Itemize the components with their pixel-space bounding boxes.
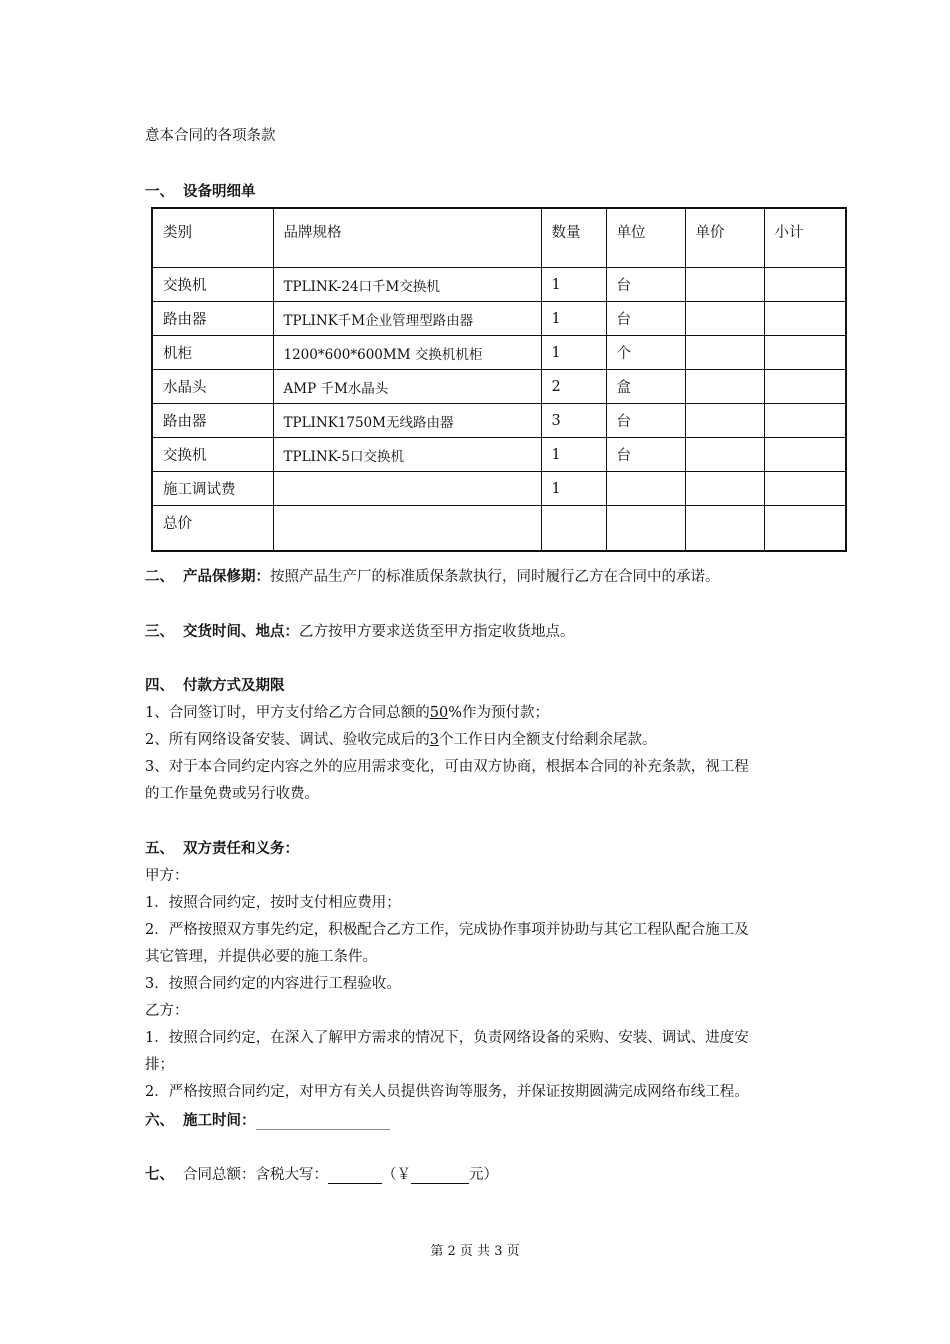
cell-unit: 盒: [606, 370, 685, 404]
section-4-title: 付款方式及期限: [183, 677, 285, 694]
cell-subtotal: [764, 438, 846, 472]
section-5-heading: [145, 837, 299, 858]
party-a-item-2-line-1: 2．严格按照双方事先约定，积极配合乙方工作，完成协作事项并协助与其它工程队配合施工及: [145, 922, 749, 938]
payment-item-1-tail: %作为预付款；: [448, 705, 549, 721]
cell-unit-price: [685, 472, 764, 506]
section-3-text: 乙方按甲方要求送货至甲方指定收货地点。: [299, 624, 575, 640]
party-b-item-1-line-2: 排；: [145, 1057, 174, 1073]
section-3: [145, 620, 575, 641]
cell-quantity: 1: [541, 472, 606, 506]
cell-subtotal: [764, 336, 846, 370]
header-quantity: 数量: [541, 208, 606, 268]
cell-quantity: 1: [541, 438, 606, 472]
section-6: [145, 1109, 390, 1130]
intro-line: 意本合同的各项条款: [145, 128, 276, 144]
section-7: [145, 1163, 498, 1184]
section-2: [145, 565, 720, 586]
cell-category: 路由器: [152, 404, 273, 438]
cell-subtotal: [764, 302, 846, 336]
cell-spec: AMP 千M水晶头: [273, 370, 541, 404]
header-spec: 品牌规格: [273, 208, 541, 268]
table-total-row: [152, 506, 846, 552]
party-a-item-3: 3．按照合同约定的内容进行工程验收。: [145, 976, 401, 992]
header-category: 类别: [152, 208, 273, 268]
prepayment-percent: 50: [429, 705, 449, 721]
payment-item-3-line-2: 的工作量免费或另行收费。: [145, 786, 319, 802]
cell-quantity: 1: [541, 268, 606, 302]
cell-unit: 台: [606, 404, 685, 438]
amount-paren-close: 元）: [469, 1167, 498, 1183]
payment-item-2-tail: 个工作日内全额支付给剩余尾款。: [438, 732, 657, 748]
table-row: [152, 336, 846, 370]
section-6-title: 施工时间：: [183, 1112, 256, 1129]
cell-unit-price: [685, 404, 764, 438]
cell-subtotal: [764, 472, 846, 506]
payment-days: 3: [429, 732, 439, 748]
amount-paren-open: （￥: [382, 1167, 411, 1183]
section-3-number: 三、: [145, 623, 174, 640]
amount-in-figures-blank: [411, 1167, 469, 1184]
cell-quantity: 1: [541, 336, 606, 370]
payment-item-2: [145, 728, 656, 749]
table-row: [152, 370, 846, 404]
table-row: [152, 472, 846, 506]
section-2-text: 按照产品生产厂的标准质保条款执行，同时履行乙方在合同中的承诺。: [270, 569, 720, 585]
table-row: [152, 404, 846, 438]
cell-category: 路由器: [152, 302, 273, 336]
cell-unit: 个: [606, 336, 685, 370]
header-unit-price: 单价: [685, 208, 764, 268]
party-a-label: 甲方：: [145, 868, 189, 884]
cell-spec: TPLINK-24口千M交换机: [273, 268, 541, 302]
section-2-title: 产品保修期：: [183, 568, 270, 585]
section-5-number: 五、: [145, 840, 174, 857]
cell-unit: 台: [606, 438, 685, 472]
construction-time-blank: [256, 1112, 390, 1130]
cell-category: 施工调试费: [152, 472, 273, 506]
cell-category: 交换机: [152, 268, 273, 302]
table-header-row: [152, 208, 846, 268]
party-b-item-1-line-1: 1．按照合同约定，在深入了解甲方需求的情况下，负责网络设备的采购、安装、调试、进度安: [145, 1030, 749, 1046]
cell-subtotal: [764, 268, 846, 302]
section-4-heading: [145, 674, 285, 695]
section-7-number: 七、: [145, 1166, 174, 1183]
cell-unit-price: [685, 370, 764, 404]
section-5-title: 双方责任和义务：: [183, 840, 299, 857]
section-1-title: 设备明细单: [183, 183, 256, 200]
cell-unit-price: [685, 302, 764, 336]
cell-spec: [273, 472, 541, 506]
section-6-number: 六、: [145, 1112, 174, 1129]
cell-spec: TPLINK-5口交换机: [273, 438, 541, 472]
section-1-heading: [145, 180, 256, 201]
table-row: [152, 302, 846, 336]
cell-unit-price: [685, 268, 764, 302]
total-empty-cell: [685, 506, 764, 552]
table-row: [152, 438, 846, 472]
payment-item-1-text: 1、合同签订时，甲方支付给乙方合同总额的: [145, 705, 430, 721]
cell-unit-price: [685, 438, 764, 472]
page-footer: 第 2 页 共 3 页: [430, 1244, 520, 1259]
party-a-item-1: 1．按照合同约定，按时支付相应费用；: [145, 895, 401, 911]
cell-unit: 台: [606, 302, 685, 336]
equipment-table: [151, 207, 847, 552]
cell-quantity: 2: [541, 370, 606, 404]
section-3-title: 交货时间、地点：: [183, 623, 299, 640]
amount-in-words-blank: [328, 1167, 382, 1184]
party-b-item-2: 2．严格按照合同约定，对甲方有关人员提供咨询等服务，并保证按期圆满完成网络布线工程。: [145, 1084, 749, 1100]
payment-item-2-text: 2、所有网络设备安装、调试、验收完成后的: [145, 732, 430, 748]
cell-subtotal: [764, 404, 846, 438]
total-label: 总价: [152, 506, 273, 552]
total-empty-cell: [273, 506, 541, 552]
cell-spec: TPLINK1750M无线路由器: [273, 404, 541, 438]
payment-item-1: [145, 701, 549, 722]
header-unit: 单位: [606, 208, 685, 268]
section-4-number: 四、: [145, 677, 174, 694]
total-empty-cell: [541, 506, 606, 552]
total-empty-cell: [764, 506, 846, 552]
cell-quantity: 3: [541, 404, 606, 438]
cell-subtotal: [764, 370, 846, 404]
section-2-number: 二、: [145, 568, 174, 585]
total-empty-cell: [606, 506, 685, 552]
party-a-item-2-line-2: 其它管理，并提供必要的施工条件。: [145, 949, 377, 965]
section-1-number: 一、: [145, 183, 174, 200]
cell-unit: [606, 472, 685, 506]
cell-unit-price: [685, 336, 764, 370]
cell-category: 机柜: [152, 336, 273, 370]
cell-category: 水晶头: [152, 370, 273, 404]
cell-quantity: 1: [541, 302, 606, 336]
header-subtotal: 小计: [764, 208, 846, 268]
cell-spec: 1200*600*600MM 交换机机柜: [273, 336, 541, 370]
cell-spec: TPLINK千M企业管理型路由器: [273, 302, 541, 336]
payment-item-3-line-1: 3、对于本合同约定内容之外的应用需求变化，可由双方协商，根据本合同的补充条款，视工程: [145, 759, 749, 775]
party-b-label: 乙方：: [145, 1003, 189, 1019]
table-row: [152, 268, 846, 302]
cell-category: 交换机: [152, 438, 273, 472]
section-7-label: 合同总额：含税大写：: [183, 1167, 328, 1183]
cell-unit: 台: [606, 268, 685, 302]
